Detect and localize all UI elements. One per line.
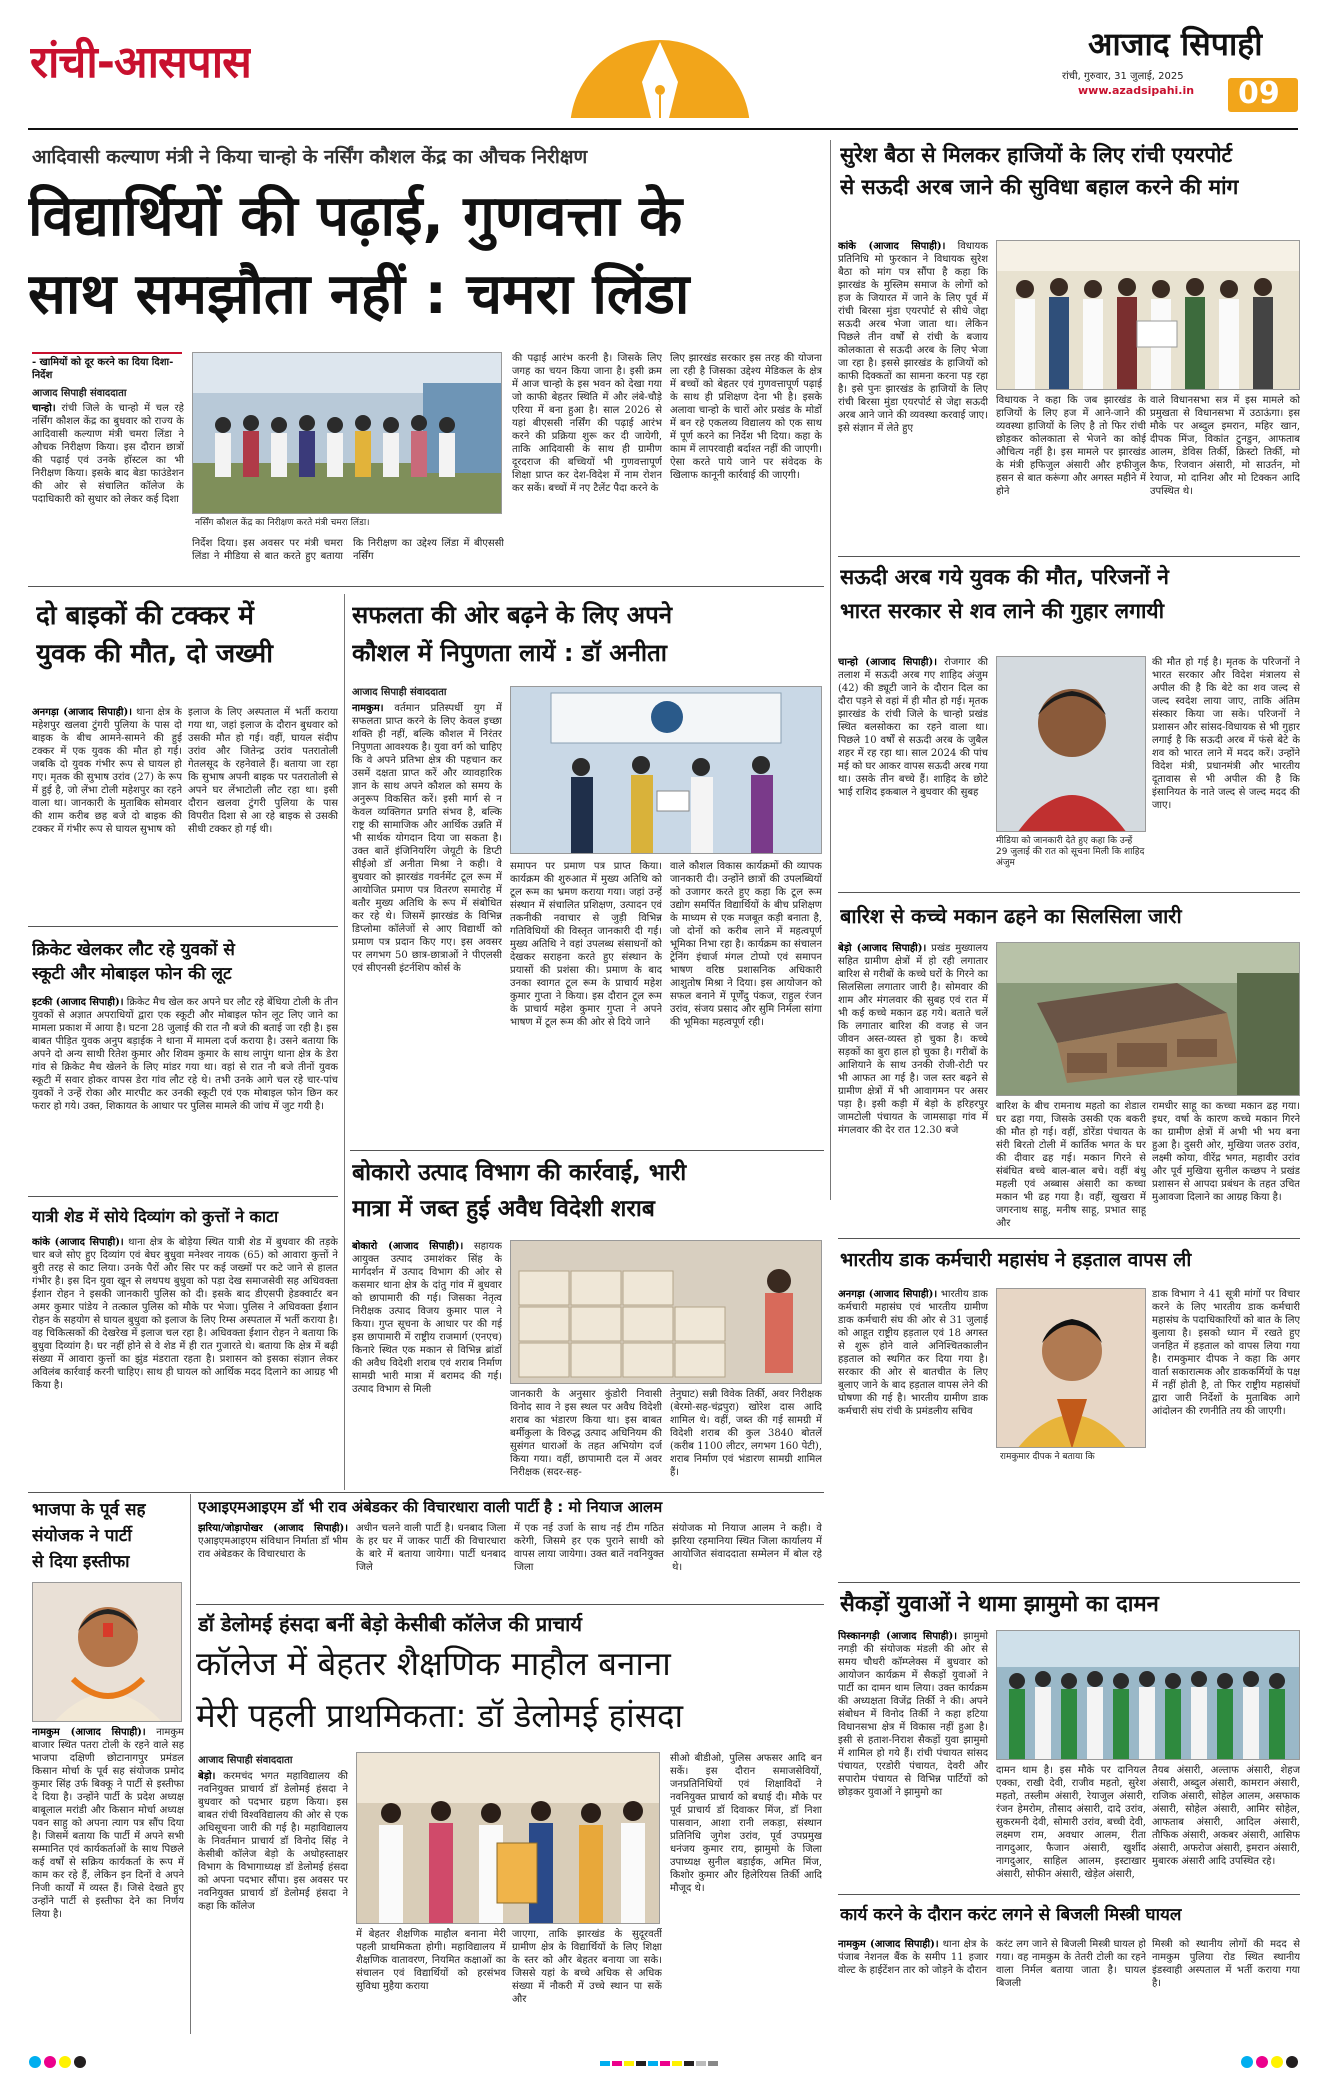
story3-col1-text: थाना क्षेत्र के महेशपुर खलवा टुंगरी पुलिया के पास दो बाइक के बीच आमने-सामने की हुई टक्कर में एक युवक की मौत हो गई। जबकि दो युवक गंभीर रूप से घायल हो गए। मृतक की सुभाष उरांव (27) के रूप में हुई है, जो लेंभा टोली महेशपुर का रहने वाला था। जानकारी के मुताबिक सोमवार की शाम करीब छह बजे दो बाइक की टक्कर में गंभीर रूप से घायल सुभाष को — [32, 707, 182, 835]
story9-headline: बारिश से कच्चे मकान ढहने का सिलसिला जारी — [840, 904, 1182, 928]
story9-photo-caption: बारिश के बीच रामनाथ महतो का शेडाल घर ढहा गया, जिसके उसकी एक बकरी की मौत हो गई। वहीं, डोरेंडा पंचायत के संरी बिरतो टोली में कार्तिक भगत के घर की दीवार ढह गई। मकान गिरने से संबंधित बच्चे बाल-बाल बचे। वहीं बंधु महली एवं अब्बास अंसारी का कच्चा मकान भी ढह गया है। वहीं, खुखरा में जगरनाथ साहू, मनीष साहू, प्रभात साहू और — [996, 1101, 1146, 1229]
story12-col2: अधीन चलने वाली पार्टी है। धनबाद जिला के हर घर में जाकर पार्टी की विचारधारा के बारे में बताया जायेगा। पार्टी धनबाद जिले — [356, 1523, 506, 1573]
center-column-rule — [830, 140, 831, 1200]
story4-dateline: इटकी (आजाद सिपाही)। — [32, 997, 124, 1008]
story13-col1 — [198, 1770, 348, 2032]
story10-photo-ramkumar — [996, 1288, 1146, 1448]
story8-headline-line2: भारत सरकार से शव लाने की गुहार लगायी — [840, 599, 1165, 623]
story7-col1 — [352, 1240, 502, 1486]
story3-col1 — [32, 706, 182, 916]
story1-kicker: आदिवासी कल्याण मंत्री ने किया चान्हो के नर्सिंग कौशल केंद्र का औचक निरीक्षण — [32, 146, 588, 168]
story13-headline-line2: मेरी पहली प्राथमिकता: डॉ डेलोमई हांसदा — [196, 1696, 684, 1735]
page-number: 09 — [1238, 76, 1280, 111]
story10-col2: डाक विभाग ने 41 सूत्री मांगों पर विचार करने के लिए भारतीय डाक कर्मचारी महासंघ के पदाधिकारियों को बात के लिए बुलाया है। इसको ध्यान में रखते हुए जनहित में हड़ताल को वापस लिया गया है। रामकुमार दीपक ने कहा कि अगर वार्ता सकारात्मक और डाककर्मियों के पक्ष में नहीं होती है, तो फिर राष्ट्रीय महासंघों द्वारा जारी निर्देशों के मुताबिक आगे आंदोलन की रणनीति तय की जाएगी। — [1152, 1289, 1300, 1417]
story12-dateline: झरिया/जोड़ापोखर (आजाद सिपाही)। — [198, 1523, 348, 1534]
story9-col2: रामधीर साहू का कच्चा मकान ढह गया। इधर, वर्षा के कारण कच्चे मकान गिरने का ग्रामीण क्षेत्रों में अभी भी भय बना हुआ है। दुसरी ओर, मुखिया जतरु उरांव, लक्ष्मी कोया, वीरेंद्र भगत, महावीर उरांव और पूर्व मुखिया सुनील कच्छप ने प्रखंड प्रशासन से आपदा प्रबंधन के तहत उचित मुआवजा दिलाने का आग्रह किया है। — [1152, 1101, 1300, 1203]
story1-headline-line2: साथ समझौता नहीं : चमरा लिंडा — [28, 262, 690, 327]
story13-col4: सीओ बीडीओ, पुलिस अफसर आदि बन सकें। इस दौरान समाजसेवियों, जनप्रतिनिधियों एवं शिक्षाविदों ने नवनियुक्त प्राचार्य को बधाई दी। मौके पर पूर्व प्राचार्य डॉ दिवाकर मिंज, डॉ निशा पासवान, आशा रानी लकड़ा, संस्थान प्रतिनिधि जुगेश उरांव, पूर्व उपप्रमुख धनंजय कुमार राय, झामुमो के जिला उपाध्यक्ष सुनील बड़ाईक, अमित मिंज, किशोर कुमार और हिलेरियस तिर्की आदि मौजूद थे। — [670, 1753, 822, 1894]
story7-col1-text: सहायक आयुक्त उत्पाद उमाशंकर सिंह के मार्गदर्शन में उत्पाद विभाग की ओर से कसमार थाना क्षेत्र के दांतु गांव में बुधवार को छापामारी की गई। जिसका नेतृत्व निरीक्षक उत्पाद विजय कुमार पाल ने किया। गुप्त सूचना के आधार पर की गई इस छापामारी में राष्ट्रीय राजमार्ग (एनएच) किनारे स्थित एक मकान से विभिन्न ब्रांडों की अवैध विदेशी शराब एवं शराब निर्माण सामग्री भारी मात्रा में बरामद की गई। उत्पाद विभाग से मिली — [352, 1241, 502, 1395]
story13-headline-line1: कॉलेज में बेहतर शैक्षणिक माहौल बनाना — [196, 1644, 671, 1683]
story10-headline: भारतीय डाक कर्मचारी महासंघ ने हड़ताल वापस ली — [840, 1249, 1192, 1271]
story13-photo-principal-charge — [356, 1752, 660, 1924]
story11-photo-pramod — [32, 1582, 182, 1722]
story12-col3: में एक नई उर्जा के साथ नई टीम गठित करेगी, जिसमे हर एक पुराने साथी को वापस लाया जायेगा। उक्त बातें नवनियुक्त जिला — [514, 1523, 664, 1573]
story6-col2: समापन पर प्रमाण पत्र प्राप्त किया। कार्यक्रम की शुरुआत में मुख्य अतिथि को टूल रूम का भ्रमण कराया गया। जहां उन्हें संस्थान में संचालित प्रशिक्षण, उत्पादन एवं तकनीकी नवाचार से जुड़ी विभिन्न गतिविधियों की विस्तृत जानकारी दी गई। मुख्य अतिथि ने वहां उपलब्ध संसाधनों को देखकर सराहना करते हुए संस्थान के प्रयासों की प्रशंसा की। प्रमाण के बाद उनका स्वागत टूल रूम के प्राचार्य महेश कुमार गुप्ता ने किया। इस दौरान टूल रूम के प्राचार्य महेश कुमार गुप्ता ने अपने भाषण में टूल रूम की ओर से दिये जाने — [510, 861, 662, 1028]
story12-col1 — [198, 1522, 348, 1602]
story1-pullquote-text: - खामियों को दूर करने का दिया दिशा-निर्देश — [32, 357, 174, 381]
story9-photo-collapsed-house — [996, 942, 1300, 1096]
masthead-rule — [28, 128, 1298, 130]
story13-col2: में बेहतर शैक्षणिक माहौल बनाना मेरी पहली प्राथमिकता होगी। महाविद्यालय में शैक्षणिक वातावरण, नियमित कक्षाओं का संचालन एवं विद्यार्थियों को हरसंभव सुविधा मुहैया कराया — [356, 1929, 506, 1992]
story11-body-text: नामकुम बाजार स्थित पतरा टोली के रहने वाले सह भाजपा दक्षिणी छोटानागपुर प्रमंडल किसान मोर्चा के पूर्व सह संयोजक प्रमोद कुमार सिंह उर्फ बिक्कू ने पार्टी से इस्तीफा दे दिया है। उन्होंने पार्टी के प्रदेश अध्यक्ष बाबूलाल मरांडी और किसान मोर्चा अध्यक्ष पवन साहु को अपना त्याग पत्र सौंप दिया है। जिसमें बताया कि पार्टी में अपने सभी सम्मानित एवं कार्यकर्ताओं के साथ पिछले कई वर्षों से सक्रिय कार्यकर्ता के रूप में काम कर रहे हैं, लेकिन इन दिनों वे अपने निजी कार्यों में व्यस्त हैं। जिसे देखते हुए उन्होंने पार्टी से इस्तीफा देने का निर्णय लिया है। — [32, 1727, 184, 1920]
story6-photo-certificate-ceremony — [510, 686, 822, 854]
rule-after-story8 — [838, 892, 1300, 893]
story8-headline-line1: सऊदी अरब गये युवक की मौत, परिजनों ने — [840, 565, 1169, 589]
story7-headline-line2: मात्रा में जब्त हुई अवैध विदेशी शराब — [352, 1196, 655, 1222]
story3-dateline: अनगड़ा (आजाद सिपाही)। — [32, 707, 132, 718]
story1-col1 — [32, 402, 184, 574]
registration-marks-right — [1180, 2054, 1300, 2068]
story14-dateline: पिस्कानगड़ी (आजाद सिपाही)। — [838, 1631, 958, 1642]
story13-byline: आजाद सिपाही संवाददाता — [198, 1755, 293, 1766]
story14-col1-text: झामुमो नगड़ी की संयोजक मंडली की ओर से समय चौधरी कॉम्प्लेक्स में बुधवार को आयोजन कार्यक्रम में सैकड़ों युवाओं ने पार्टी का दामन थाम लिया। उक्त कार्यक्रम की अध्यक्षता विजेंद्र तिर्की ने की। अपने संबोधन में विनोद तिर्की ने कहा हटिया विधानसभा क्षेत्र में विकास नहीं हुआ है। इसी से हताश-निराश सैकड़ों युवा झामुमो में शामिल हो गये हैं। रांची पंचायत सांसद पंचायत, एरडोरी पंचायत, देवरी और सपारोम पंचायत से विभिन्न पार्टियों को छोड़कर युवाओं ने झामुमो का — [838, 1631, 988, 1798]
story1-byline: आजाद सिपाही संवाददाता — [32, 388, 127, 399]
left-column-rule — [344, 594, 345, 1490]
paper-name: आजाद सिपाही — [1088, 25, 1263, 63]
story12-col1-text: एआइएमआइएम संविधान निर्माता डॉ भीम राव अंबेडकर के विचारधारा के — [198, 1536, 348, 1560]
story10-photo-caption: रामकुमार दीपक ने बताया कि — [1000, 1452, 1095, 1462]
story11-dateline: नामकुम (आजाद सिपाही)। — [32, 1727, 146, 1738]
story6-col3: वाले कौशल विकास कार्यक्रमों की व्यापक जानकारी दी। उन्होंने छात्रों की उपलब्धियों को उजागर करते हुए कहा कि टूल रूम उद्योग समर्पित विद्यार्थियों के बीच प्रशिक्षण के माध्यम से एक मजबूत कड़ी बनाता है, जो दोनों को करीब लाने में महत्वपूर्ण भूमिका निभा रहा है। कार्यक्रम का संचालन ट्रेनिंग इंचार्ज मंगल टोप्पो एवं समापन भाषण वरिष्ठ प्रशासनिक अधिकारी आशुतोष मिश्रा ने दिया। इस आयोजन को सफल बनाने में पूर्णेंदु पंकज, राहुल रंजन उरांव, संजय प्रसाद और सुमि निर्मला सांगा की भूमिका महत्वपूर्ण रही। — [670, 861, 822, 1028]
story11-rule — [190, 1494, 191, 2034]
rule-after-story1 — [28, 586, 824, 587]
story8-dateline: चान्हो (आजाद सिपाही)। — [838, 657, 938, 668]
story7-dateline: बोकारो (आजाद सिपाही)। — [352, 1241, 464, 1252]
rule-after-story2 — [838, 556, 1300, 557]
story6-headline-line1: सफलता की ओर बढ़ने के लिए अपने — [352, 601, 673, 629]
story6-dateline: नामकुम। — [352, 703, 384, 714]
story15-headline: कार्य करने के दौरान करंट लगने से बिजली मिस्त्री घायल — [840, 1905, 1182, 1925]
story1-headline-line1: विद्यार्थियों की पढ़ाई, गुणवत्ता के — [28, 184, 683, 249]
story11-headline-line3: से दिया इस्तीफा — [32, 1552, 130, 1572]
story11-headline-line1: भाजपा के पूर्व सह — [32, 1500, 146, 1520]
story7-photo-seized-liquor — [510, 1240, 822, 1384]
rule-after-story12 — [196, 1604, 824, 1605]
story8-photo-deceased — [996, 656, 1146, 832]
story15-col1 — [838, 1938, 988, 2028]
story6-headline-line2: कौशल में निपुणता लायें : डॉ अनीता — [352, 639, 667, 667]
story6-col1-text: वर्तमान प्रतिस्पर्धी युग में सफलता प्राप्त करने के लिए केवल इच्छा शक्ति ही नहीं, बल्कि कौशल में निरंतर निपुणता आवश्यक है। युवा वर्ग को चाहिए कि वे अपने प्रतिभा क्षेत्र की पहचान कर उसमें दक्षता प्राप्त करें और व्यावहारिक ज्ञान के साथ अपने कौशल को समय के अनुरूप विकसित करें। इसी मार्ग से न केवल व्यक्तिगत प्रगति संभव है, बल्कि राष्ट्र की सामाजिक और आर्थिक उन्नति में भी सार्थक योगदान दिया जा सकता है। उक्त बातें इंजिनियरिंग जेयूटी के डिप्टी सीईओ डॉ अनीता मिश्रा ने कही। वे बुधवार को झारखंड गवर्नमेंट टूल रूम में आयोजित प्रमाण पत्र वितरण समारोह में बतौर मुख्य अतिथि के रूप में संबोधित कर रहे थे। जिसमें झारखंड के विभिन्न डिप्लोमा कॉलेजों से आए विद्यार्थी को प्रमाण पत्र प्रदान किए गए। इस अवसर पर लगभग 50 छात्र-छात्राओं ने पीएलसी एवं सीएनसी इंटर्नशिप कोर्स के — [352, 703, 502, 974]
story4-headline-line2: स्कूटी और मोबाइल फोन की लूट — [32, 964, 232, 984]
rule-after-story3 — [28, 926, 338, 927]
story4-body — [32, 996, 338, 1192]
story5-body — [32, 1236, 338, 1484]
story1-dateline: चान्हो। — [32, 403, 56, 414]
story8-col1-text: रोजगार की तलाश में सऊदी अरब गए शाहिद अंजुम (42) की ड्यूटी जाने के दौरान दिल का दौरा पड़ने से वहां में ही मौत हो गई। मृतक झारखंड के रांची जिले के चान्हो प्रखंड स्थित बलसोकरा का रहने वाला था। पिछले 10 वर्षों से सऊदी अरब के जुबैल शहर में रह रहा था। साल 2024 की पांच मई को घर आकर वापस सऊदी अरब गया था। उसके तीन बच्चे हैं। शाहिद के छोटे भाई राशिद इकबाल ने बुधवार की सुबह — [838, 657, 988, 798]
story15-col2: करंट लग जाने से बिजली मिस्त्री घायल हो गया। वह नामकुम के तेतरी टोली का रहने वाला निर्मल बताया जाता है। घायल बिजली — [996, 1939, 1146, 1989]
story7-headline-line1: बोकारो उत्पाद विभाग की कार्रवाई, भारी — [352, 1160, 687, 1186]
story2-headline-line2: से सऊदी अरब जाने की सुविधा बहाल करने की मांग — [840, 175, 1239, 199]
story14-col2: दामन थाम है। इस मौके पर दानियल एक्का, राखी देवी, राजीव महतो, सुरेश महतो, तस्लीम अंसारी, रेयाजुल अंसारी, रंजन हेमरोम, तौसाद अंसारी, दादे उरांव, सुकरमनी देवी, सोमारी उरांव, बच्ची देवी, लक्ष्मण राम, अवधार आलम, रीता नागदुआर, फैजान अंसारी, खुर्शीद नागदुआर, साहिल आलम, इस्टाखार अंसारी, सोफीन अंसारी, खेड़ेल अंसारी, — [996, 1765, 1146, 1880]
edition-dateline: रांची, गुरुवार, 31 जुलाई, 2025 — [1062, 71, 1184, 82]
story14-col1 — [838, 1630, 988, 1888]
story5-body-text: थाना क्षेत्र के बोड़ेया स्थित यात्री शेड में बुधवार की तड़के चार बजे सोए हुए दिव्यांग एवं बेघर बुधुवा मनेश्वर नायक (65) को आवारा कुत्तों ने बुरी तरह से काट लिया। उनके पैरों और सिर पर कई जख्मों पर कटे जाने से हालत गंभीर है। इस दिन युवा खून से लथपथ बुधुवा को पड़ा देख समाजसेवी सह अधिवक्ता ईशान रोहन ने इसकी जानकारी पुलिस को दी। इसके बाद डीएसपी हेडक्वार्टर बन अमर कुमार पांडेय ने तत्काल पुलिस को मौके पर भेजा। पुलिस ने अधिवक्ता ईशान रोहन के सहयोग से घायल बुधुवा को इलाज के लिए रिम्स अस्पताल में भर्ती कराया है। वह चिकित्सकों की देखरेख में इलाज चल रहा है। अधिवक्ता ईशान रोहन ने बताया कि बुधुवा दिव्यांग है। घर नहीं होने से वे शेड में ही रात गुजारते थे। बताया कि क्षेत्र में बढ़ी संख्या में आवारा कुत्तों का झुंड मंडराता रहता है। प्रशासन को इसका संज्ञान लेकर अविलंब कार्रवाई करनी चाहिए। साथ ही घायल को आर्थिक मदद दिलाने का आग्रह भी किया है। — [32, 1237, 338, 1391]
story5-headline: यात्री शेड में सोये दिव्यांग को कुत्तों ने काटा — [32, 1207, 279, 1226]
rule-before-story14 — [838, 1582, 1300, 1583]
story2-col1-text: विधायक प्रतिनिधि मो फुरकान ने विधायक सुरेश बैठा को मांग पत्र सौंपा है कहा कि झारखंड के मुस्लिम समाज के लोगों को हज के जियारत में जाने के लिए पूर्व में रांची बिरसा मुंडा एयरपोर्ट से सीधे जेद्दा सऊदी अरब भेजा जाता था। लेकिन पिछले तीन वर्षों से रांची के बजाय कोलकाता से सऊदी अरब के लिए भेजा जा रहा है। इससे झारखंड के हाजियों को काफी दिक्कतों का सामना करना पड़ रहा है। इसे पुनः झारखंड के हाजियों के लिए रांची बिरसा मुंडा एयरपोर्ट से जेद्दा सऊदी अरब आने जाने की व्यवस्था करवाई जाए। इसे संज्ञान में लेते हुए — [838, 241, 988, 434]
rule-after-story4 — [28, 1196, 338, 1197]
story3-headline-line2: युवक की मौत, दो जख्मी — [36, 639, 273, 669]
story1-photo-nursing-inspection — [192, 352, 502, 514]
story9-dateline: बेड़ो (आजाद सिपाही)। — [838, 943, 927, 954]
story1-photo-caption: नर्सिंग कौशल केंद्र का निरीक्षण करते मंत्री चमरा लिंडा। — [195, 518, 370, 528]
story7-col2: जानकारी के अनुसार कुंडोरी निवासी विनोद साव ने इस स्थल पर अवैध विदेशी शराब का भंडारण किया था। इस बाबत बर्मीकुला के विरुद्ध उत्पाद अधिनियम की सुसंगत धाराओं के तहत अभियोग दर्ज किया गया। वहीं, छापामारी दल में अवर निरीक्षक (सदर-सह- — [510, 1389, 662, 1478]
story4-headline-line1: क्रिकेट खेलकर लौट रहे युवकों से — [32, 940, 235, 960]
rule-before-story11 — [28, 1492, 824, 1493]
story9-col1-text: प्रखंड मुख्यालय सहित ग्रामीण क्षेत्रों में हो रही लगातार बारिश से गरीबों के कच्चे घरों के गिरने का सिलसिला लगातार जारी है। सोमवार की शाम और मंगलवार की सुबह एवं रात में भी कई कच्चे मकान ढह गये। बताते चलें कि लगातार बारिश की वजह से जन जीवन अस्त-व्यस्त हो चुका है। कच्चे सड़कों का बुरा हाल हो चुका है। गरीबों के आशियाने के साथ उनकी रोजी-रोटी पर भी आफत आ गई है। जल स्तर बढ़ने से ग्रामीण क्षेत्रों में भी आवागमन पर असर पड़ा है। इसी कड़ी में बेड़ो के हरिहरपुर जामटोली पंचायत के जामसाढ़ा गांव में मंगलवार की देर रात 12.30 बजे — [838, 943, 988, 1136]
story3-headline-line1: दो बाइकों की टक्कर में — [36, 601, 254, 631]
story11-body — [32, 1726, 184, 2026]
story12-col4: संयोजक मो नियाज आलम ने कही। वे झरिया रहमानिया स्थित जिला कार्यालय में आयोजित संवाददाता सम्मेलन में बोल रहे थे। — [672, 1523, 822, 1573]
story15-dateline: नामकुम (आजाद सिपाही)। — [838, 1939, 939, 1950]
story3-col2: इलाज के लिए अस्पताल में भर्ती कराया गया था, जहां इलाज के दौरान बुधवार को उसकी मौत हो गई। वहीं, घायल संदीप उरांव और जितेन्द्र उरांव पतरातोली गेतलसूद के रहनेवाले हैं। बताया जा रहा कि सुभाष अपनी बाइक पर पतरातोली से अपने घर लेंभाटोली लौट रहा था। इसी दौरान खलवा टुंगरी पुलिया के पास विपरीत दिशा से आ रहे बाइक से उसकी सीधी टक्कर हो गई थी। — [188, 707, 338, 835]
section-title: रांची-आसपास — [30, 37, 251, 88]
story2-col2: विधायक ने कहा कि जब झारखंड के हाजियों के लिए हज में आने-जाने की व्यवस्था हाजियों के लिए है तो फिर रांची छोड़कर कोलकाता से भेजने का कोई औचित्य नहीं है। इस मामले पर झारखंड के मंत्री हफिजुल अंसारी और हफीजुल हसन से बात करूंगा और अगस्त महीने में होने — [996, 395, 1146, 497]
rule-after-story14 — [838, 1894, 1300, 1895]
story7-col3: तेनुघाट) सन्नी विवेक तिर्की, अवर निरीक्षक (बेरमो-सह-चंद्रपुरा) खोरेश दास आदि शामिल थे। वहीं, जब्त की गई सामग्री में विदेशी शराब की कुल 3840 बोतलें (करीब 1100 लीटर, लगभग 160 पेटी), शराब निर्माण एवं भंडारण सामग्री शामिल हैं। — [670, 1389, 822, 1478]
story1-col4: लिए झारखंड सरकार इस तरह की योजना ला रही है जिसका उद्देश्य मेडिकल के क्षेत्र में बच्चों को बेहतर एवं गुणवत्तापूर्ण पढ़ाई के साथ ही प्रशिक्षण देना भी है। इसके अलावा चान्हो के चारों ओर प्रखंड के मोडों में बन रहे एकलव्य विद्यालय को एक साथ में पूर्ण करने का निर्देश भी दिया। कहा के काम में लापरवाही बर्दाश्त नहीं की जाएगी। ऐसा करते पाये जाने पर संवेदक के खिलाफ कानूनी कार्रवाई की जाएगी। — [670, 353, 822, 481]
story1-pullquote — [32, 352, 182, 382]
story2-photo-memorandum — [996, 240, 1300, 390]
story1-col2: निर्देश दिया। इस अवसर पर मंत्री चमरा लिंडा ने मीडिया से बात करते हुए बताया कि निरीक्षण का उद्देश्य लिंडा में बीएससी नर्सिंग — [192, 538, 504, 562]
story6-col1 — [352, 702, 502, 1146]
rule-after-story6 — [350, 1150, 824, 1151]
story4-body-text: क्रिकेट मैच खेल कर अपने घर लौट रहे बेंधिया टोली के तीन युवकों से अज्ञात अपराधियों द्वारा एक स्कूटी और मोबाइल फोन लूट लिए जाने का मामला प्रकाश में आया है। घटना 28 जुलाई की रात नौ बजे की बताई जा रही है। इस बाबत पीड़ित युवक अनुप बड़ाईक ने थाना में मामला दर्ज कराया है। उसने बताया कि अपने दो अन्य साथी रितेश कुमार और शिवम कुमार के साथ लापुंग थाना क्षेत्र के डेरा गांव से क्रिकेट मैच खेलने के लिए मांडर गया था। वहां से रात नौ बजे तीनों युवक स्कूटी में सवार होकर वापस डेरा गांव लौट रहे थे। तभी उनके आगे चल रहे चार-पांच युवकों ने उन्हें रोका और मारपीट कर उनकी स्कूटी एवं एक मोबाइल फोन छिन कर फरार हो गये। उक्त, शिकायत के आधार पर पुलिस मामले की जांच में जुट गयी है। — [32, 997, 338, 1112]
story1-col3: की पढ़ाई आरंभ करनी है। जिसके लिए जगह का चयन किया जाना है। इसी क्रम में आज चान्हो के इस भवन को देखा गया जो काफी बेहतर स्थिति में और लंबे-चौड़े एरिया में बना हुआ है। साल 2026 से यहां बीएससी नर्सिंग की पढ़ाई आरंभ करने की प्रक्रिया शुरू कर दी जायेगी, ताकि आदिवासी के साथ ही ग्रामीण दूरदराज की बच्चियों भी गुणवत्तापूर्ण शिक्षा प्राप्त कर देश-विदेश में नाम रोशन कर सकें। बच्चों में नए टैलेंट पैदा करने के — [512, 353, 662, 494]
story12-headline: एआइएमआइएम डॉ भी राव अंबेडकर की विचारधारा वाली पार्टी है : मो नियाज आलम — [198, 1498, 663, 1516]
story2-headline-line1: सुरेश बैठा से मिलकर हाजियों के लिए रांची एयरपोर्ट — [840, 143, 1233, 167]
story8-caption-text: मीडिया को जानकारी देते हुए कहा कि उन्हें 29 जुलाई की रात को सूचना मिली कि शाहिद अंजुम — [996, 836, 1145, 868]
color-bar — [600, 2056, 730, 2066]
story14-col3: तैयब अंसारी, अल्ताफ अंसारी, शेहज अंसारी, अब्दुल अंसारी, कामरान अंसारी, राजिक अंसारी, सोहेल आलम, असफाक अंसारी, सोहेल अंसारी, आमिर सोहेल, आफताब अंसारी, आदिल अंसारी, तौफिक अंसारी, अकबर अंसारी, आसिफ अंसारी, अफरोज अंसारी, इमरान अंसारी, मुबारक अंसारी आदि उपस्थित रहे। — [1152, 1765, 1300, 1867]
story2-col1 — [838, 240, 988, 548]
masthead — [0, 0, 1325, 118]
story13-col1-text: करमचंद भगत महाविद्यालय की नवनियुक्त प्राचार्य डॉ डेलोमई हंसदा ने बुधवार को पदभार ग्रहण किया। इस बाबत रांची विश्वविद्यालय की ओर से एक अधिसूचना जारी की गई है। महाविद्यालय के निवर्तमान प्राचार्य डॉ विनोद सिंह ने केसीबी कॉलेज बेड़ो के अधोहस्ताक्षर विभाग के विभागाध्यक्ष डॉ डेलोमई हंसदा को अपना पदभार सौंपा। इस अवसर पर नवनियुक्त प्राचार्य डॉ डेलोमई हंसदा ने कहा कि कॉलेज — [198, 1771, 348, 1912]
story13-dateline: बेड़ो। — [198, 1771, 216, 1782]
story6-byline: आजाद सिपाही संवाददाता — [352, 687, 447, 698]
story11-headline-line2: संयोजक ने पार्टी — [32, 1526, 132, 1546]
story5-dateline: कांके (आजाद सिपाही)। — [32, 1237, 124, 1248]
story1-col1-text: रांची जिले के चान्हो में चल रहे नर्सिंग कौशल केंद्र का बुधवार को राज्य के आदिवासी कल्याण मंत्री चमरा लिंडा ने औचक निरीक्षण किया। इस दौरान छात्रों की पढ़ाई एवं उनके हॉस्टल का भी निरीक्षण किया। इसके बाद बेडा फाउंडेशन की ओर से संचालित कॉलेज के पदाधिकारी को सुधार को लेकर कई दिशा — [32, 403, 184, 505]
story10-col1-text: भारतीय डाक कर्मचारी महासंघ एवं भारतीय ग्रामीण डाक कर्मचारी संघ की ओर से 31 जुलाई को आहूत राष्ट्रीय हड़ताल एवं 18 अगस्त से शुरू होने वाले अनिश्चितकालीन हड़ताल को स्थगित कर दिया गया है। सरकार की ओर से बातचीत के लिए बुलाए जाने के बाद हड़ताल वापस लेने की घोषणा की गई है। भारतीय ग्रामीण डाक कर्मचारी संघ रांची के प्रमंडलीय सचिव — [838, 1289, 988, 1417]
rule-after-story9 — [838, 1238, 1300, 1239]
story10-dateline: अनगड़ा (आजाद सिपाही)। — [838, 1289, 938, 1300]
pen-nib-logo — [560, 30, 760, 118]
story13-kicker: डॉ डेलोमई हंसदा बनीं बेड़ो केसीबी कॉलेज की प्राचार्य — [198, 1612, 582, 1636]
story8-col1 — [838, 656, 988, 886]
story9-col1 — [838, 942, 988, 1232]
story14-headline: सैकड़ों युवाओं ने थामा झामुमो का दामन — [840, 1592, 1159, 1617]
story15-col3: मिस्त्री को स्थानीय लोगों की मदद से नामकुम पुलिया रोड स्थित स्थानीय इंडस्वाही अस्पताल में भर्ती कराया गया है। — [1152, 1939, 1300, 1989]
story8-col2: की मौत हो गई है। मृतक के परिजनों ने भारत सरकार और विदेश मंत्रालय से अपील की है कि बेटे का शव जल्द से जल्द स्वदेश लाया जाए, ताकि अंतिम संस्कार किया जा सके। परिजनों ने प्रशासन और सांसद-विधायक से भी गुहार लगाई है कि सऊदी अरब में फंसे बेटे के शव को भारत लाने में मदद करें। उन्होंने विदेश मंत्री, प्रधानमंत्री और भारतीय दूतावास से भी अपील की है कि इंसानियत के नाते जल्द से जल्द मदद की जाए। — [1152, 657, 1300, 811]
story14-photo-jmm-joining — [996, 1630, 1300, 1760]
story10-col1 — [838, 1288, 988, 1508]
website-link[interactable]: www.azadsipahi.in — [1078, 84, 1195, 97]
registration-marks-left — [28, 2054, 148, 2068]
story2-col3: वाले विधानसभा सत्र में इस मामले को प्रमुखता से विधानसभा में उठाऊंगा। इस मौके पर अब्दुल इमरान, महिर खान, दीपक मिंज, विकांत टुनडुन, आफताब आलम, डेविस तिर्की, क्रिस्टो तिर्की, मो कैफ, रिजवान अंसारी, मो साउर्तन, मो रेयाज, मो दानिश और मो टिक्कन आदि उपस्थित थे। — [1150, 395, 1300, 497]
story2-dateline: कांके (आजाद सिपाही)। — [838, 241, 946, 252]
story15-col1-text: थाना क्षेत्र के पंजाब नेशनल बैंक के समीप 11 हजार वोल्ट के हाईटेंशन तार को जोड़ने के दौरान — [838, 1939, 988, 1976]
story13-col3: जाएगा, ताकि झारखंड के सुदूरवर्ती ग्रामीण क्षेत्र के विद्यार्थियों के लिए शिक्षा के स्तर को और बेहतर बनाया जा सके। जिससे यहां के बच्चे अधिक से अधिक संख्या में नौकरी में उच्चे स्थान पा सकें और — [512, 1929, 662, 2005]
